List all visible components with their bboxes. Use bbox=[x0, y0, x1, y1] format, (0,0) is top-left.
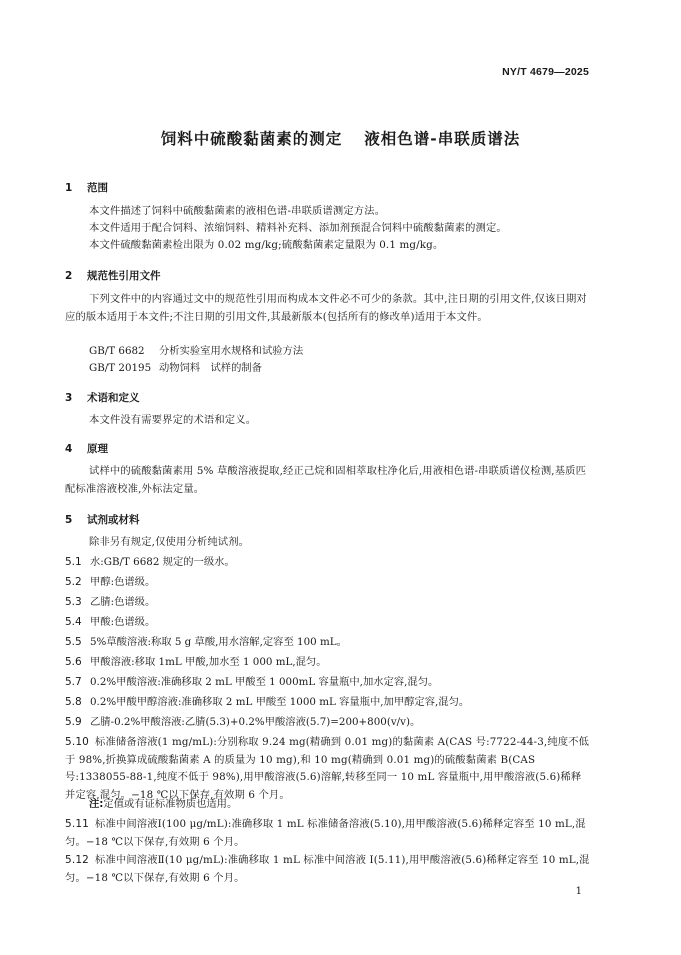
clause-number: 5.7 bbox=[65, 676, 82, 688]
clause-number: 5.12 bbox=[65, 854, 89, 866]
clause-number: 5.4 bbox=[65, 616, 82, 628]
title-sub: 液相色谱-串联质谱法 bbox=[364, 130, 521, 148]
section-number: 2 bbox=[65, 270, 73, 282]
clause-item bbox=[65, 634, 591, 652]
standard-code: NY/T 4679—2025 bbox=[502, 66, 589, 78]
clause-item-5-10 bbox=[65, 734, 591, 804]
section-1-heading bbox=[65, 180, 108, 195]
section-title: 范围 bbox=[87, 182, 108, 194]
section-1-para-3: 本文件硫酸黏菌素检出限为 0.02 mg/kg;硫酸黏菌素定量限为 0.1 mg/kg。 bbox=[89, 239, 444, 251]
reference-item bbox=[89, 360, 262, 378]
clause-number: 5.8 bbox=[65, 696, 82, 708]
section-title: 术语和定义 bbox=[87, 392, 140, 404]
section-5-intro: 除非另有规定,仅使用分析纯试剂。 bbox=[89, 536, 250, 548]
note-label: 注: bbox=[89, 798, 104, 810]
clause-number: 5.6 bbox=[65, 656, 82, 668]
clause-item bbox=[65, 694, 591, 712]
section-2-heading bbox=[65, 268, 161, 283]
section-3-para-1: 本文件没有需要界定的术语和定义。 bbox=[89, 414, 257, 426]
clause-item bbox=[65, 674, 591, 692]
clause-item-5-12 bbox=[65, 852, 591, 887]
section-title: 试剂或材料 bbox=[87, 514, 140, 526]
note bbox=[89, 796, 237, 814]
section-4-para-1: 试样中的硫酸黏菌素用 5% 草酸溶液提取,经正己烷和固相萃取柱净化后,用液相色谱-串联质谱仪检测,基质匹配标准溶液校准,外标法定量。 bbox=[65, 465, 587, 495]
section-1-para-2: 本文件适用于配合饲料、浓缩饲料、精料补充料、添加剂预混合饲料中硫酸黏菌素的测定。 bbox=[89, 222, 507, 234]
clause-item bbox=[65, 714, 591, 732]
section-1-para-1: 本文件描述了饲料中硫酸黏菌素的液相色谱-串联质谱测定方法。 bbox=[89, 205, 386, 217]
clause-number: 5.10 bbox=[65, 736, 89, 748]
reference-code: GB/T 20195 bbox=[89, 362, 152, 374]
clause-number: 5.5 bbox=[65, 636, 82, 648]
section-number: 3 bbox=[65, 392, 73, 404]
clause-number: 5.11 bbox=[65, 818, 89, 830]
clause-text: 0.2%甲酸甲醇溶液:准确移取 2 mL 甲酸至 1000 mL 容量瓶中,加甲醇定容,混匀。 bbox=[90, 696, 470, 708]
clause-text: 标准中间溶液Ⅰ(100 μg/mL):准确移取 1 mL 标准储备溶液(5.10),用甲酸溶液(5.6)稀释定容至 10 mL,混匀。−18 ℃以下保存,有效期 6 个月。 bbox=[65, 818, 586, 848]
section-number: 4 bbox=[65, 443, 73, 455]
document-title bbox=[0, 127, 681, 149]
section-number: 1 bbox=[65, 182, 73, 194]
clause-text: 甲酸:色谱级。 bbox=[90, 616, 156, 628]
reference-item bbox=[89, 343, 303, 361]
clause-item bbox=[65, 574, 591, 592]
reference-code: GB/T 6682 bbox=[89, 345, 145, 357]
clause-item bbox=[65, 614, 591, 632]
section-3-heading bbox=[65, 390, 140, 405]
clause-number: 5.9 bbox=[65, 716, 82, 728]
title-main: 饲料中硫酸黏菌素的测定 bbox=[160, 130, 343, 148]
reference-name: 分析实验室用水规格和试验方法 bbox=[159, 345, 304, 357]
clause-text: 乙腈-0.2%甲酸溶液:乙腈(5.3)+0.2%甲酸溶液(5.7)=200+800(v/v)。 bbox=[90, 716, 421, 728]
section-number: 5 bbox=[65, 514, 73, 526]
clause-text: 甲酸溶液:移取 1mL 甲酸,加水至 1 000 mL,混匀。 bbox=[90, 656, 327, 668]
clause-item bbox=[65, 654, 591, 672]
clause-item-5-11 bbox=[65, 816, 591, 851]
section-4-heading bbox=[65, 441, 108, 456]
clause-text: 甲醇:色谱级。 bbox=[90, 576, 156, 588]
clause-text: 0.2%甲酸溶液:准确移取 2 mL 甲酸至 1 000mL 容量瓶中,加水定容,混匀。 bbox=[90, 676, 439, 688]
clause-text: 水:GB/T 6682 规定的一级水。 bbox=[90, 556, 235, 568]
clause-text: 乙腈:色谱级。 bbox=[90, 596, 156, 608]
note-text: 定值或有证标准物质也适用。 bbox=[103, 798, 238, 810]
clause-number: 5.1 bbox=[65, 556, 82, 568]
section-title: 原理 bbox=[87, 443, 108, 455]
clause-text: 5%草酸溶液:称取 5 g 草酸,用水溶解,定容至 100 mL。 bbox=[90, 636, 347, 648]
clause-item bbox=[65, 554, 591, 572]
section-5-heading bbox=[65, 512, 140, 527]
reference-name: 动物饲料 试样的制备 bbox=[159, 362, 262, 374]
clause-number: 5.3 bbox=[65, 596, 82, 608]
clause-text: 标准中间溶液Ⅱ(10 μg/mL):准确移取 1 mL 标准中间溶液 Ⅰ(5.11),用甲酸溶液(5.6)稀释定容至 10 mL,混匀。−18 ℃以下保存,有效期 6 个月。 bbox=[65, 854, 590, 884]
clause-number: 5.2 bbox=[65, 576, 82, 588]
clause-item bbox=[65, 594, 591, 612]
section-2-para-1: 下列文件中的内容通过文中的规范性引用而构成本文件必不可少的条款。其中,注日期的引用文件,仅该日期对应的版本适用于本文件;不注日期的引用文件,其最新版本(包括所有的修改单)适用于本文件。 bbox=[65, 293, 587, 323]
section-title: 规范性引用文件 bbox=[87, 270, 161, 282]
page-number: 1 bbox=[575, 886, 582, 897]
clause-text: 标准储备溶液(1 mg/mL):分别称取 9.24 mg(精确到 0.01 mg)的黏菌素 A(CAS 号:7722-44-3,纯度不低于 98%,折换算成硫酸黏菌素 A 的质量为 10 mg),和 10 mg(精确到 0.01 mg)的硫酸黏菌素 B(CAS 号:1338055-88-1,纯度不低于 98%),用甲酸溶液(5.6)溶解,转移至同一 10 mL 容量瓶中,用甲酸溶液(5.6)稀释并定容,混匀。−18 ℃以下保存,有效期 6 个月。 bbox=[65, 736, 590, 801]
